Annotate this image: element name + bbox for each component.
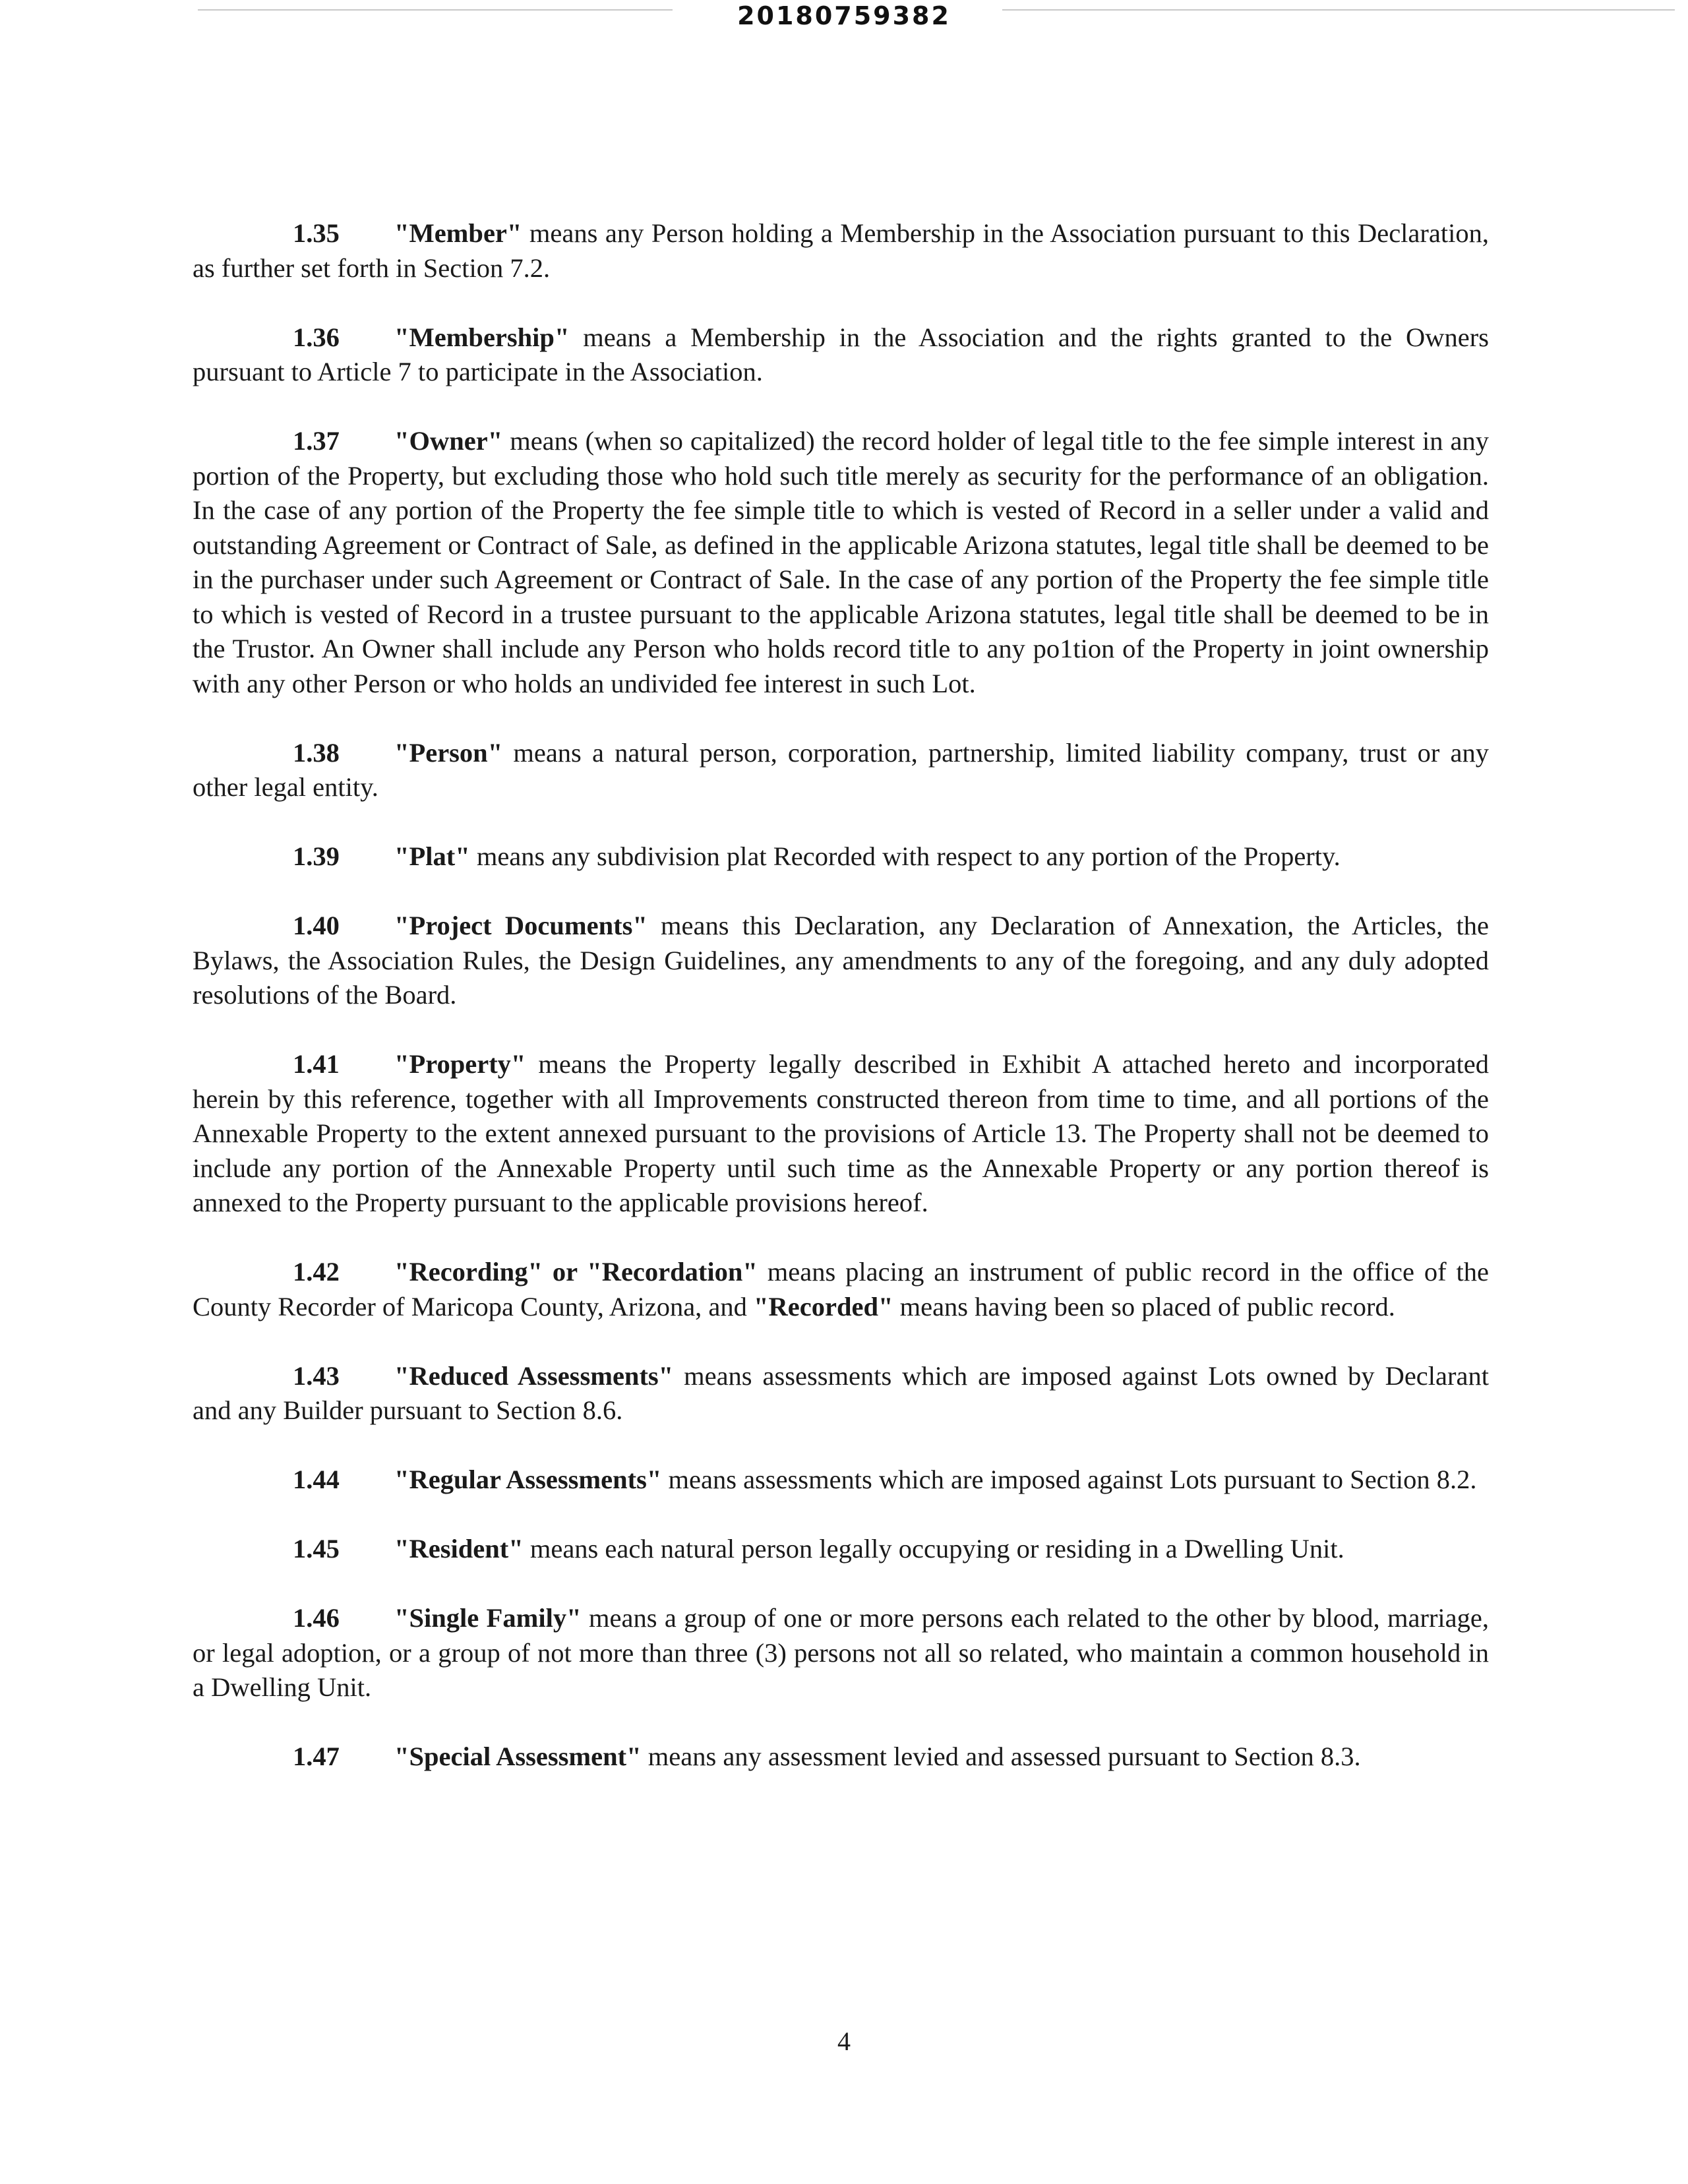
definition-text: means a group of one or more persons each related to the other by blood, marriage, or legal adoption, or a group of not more than three (3) persons not all so related, who maintain a common household in a Dwelling Unit. xyxy=(193,1603,1490,1702)
section-number: 1.44 xyxy=(293,1465,340,1494)
defined-term: "Membership" xyxy=(394,322,570,352)
definition-text: means placing an instrument of public record in the office of the County Recorder of Maricopa County, Arizona, and xyxy=(193,1257,1489,1321)
document-number: 20180759382 xyxy=(737,1,951,30)
definition-text: means any subdivision plat Recorded with respect to any portion of the Property. xyxy=(469,841,1341,871)
section-number: 1.46 xyxy=(293,1603,340,1633)
definition-text: means a natural person, corporation, partnership, limited liability company, trust or any other legal entity. xyxy=(193,737,1489,802)
defined-term: "Regular Assessments" xyxy=(394,1465,662,1494)
defined-term: "Resident" xyxy=(394,1534,524,1563)
defined-term: "Person" xyxy=(394,737,503,768)
definition-text: means each natural person legally occupying or residing in a Dwelling Unit. xyxy=(523,1534,1344,1563)
section-1-41 xyxy=(193,1047,1489,1221)
section-1-42 xyxy=(193,1255,1489,1324)
defined-term: "Recording" or "Recordation" xyxy=(394,1257,758,1287)
definition-text: means any Person holding a Membership in the Association pursuant to this Declaration, as further set forth in Section 7.2. xyxy=(193,218,1489,283)
definition-text-continued: means having been so placed of public record. xyxy=(893,1291,1395,1321)
section-1-35 xyxy=(193,216,1489,286)
section-number: 1.43 xyxy=(293,1360,340,1391)
section-number: 1.35 xyxy=(293,218,340,248)
section-number: 1.45 xyxy=(293,1534,340,1563)
section-number: 1.40 xyxy=(293,911,340,940)
definition-text: means the Property legally described in Exhibit A attached hereto and incorporated herein by this reference, together with all Improvements constructed thereon from time to time, and all portions of the Annexable Property to the extent annexed pursuant to the provisions of Article 13. The Property shall not be deemed to include any portion of the Annexable Property until such time as the Annexable Property or any portion thereof is annexed to the Property pursuant to the applicable provisions hereof. xyxy=(193,1049,1489,1217)
section-1-39 xyxy=(193,839,1489,874)
section-number: 1.41 xyxy=(293,1049,340,1079)
section-number: 1.37 xyxy=(293,426,340,456)
defined-term: "Property" xyxy=(394,1049,526,1079)
definition-text: means (when so capitalized) the record holder of legal title to the fee simple interest in any portion of the Property, but excluding those who hold such title merely as security for the performance of an obligation. In the case of any portion of the Property the fee simple title to which is vested of Record in a seller under a valid and outstanding Agreement or Contract of Sale, as defined in the applicable Arizona statutes, legal title shall be deemed to be in the purchaser under such Agreement or Contract of Sale. In the case of any portion of the Property the fee simple title to which is vested of Record in a trustee pursuant to the applicable Arizona statutes, legal title shall be deemed to be in the Trustor. An Owner shall include any Person who holds record title to any po1tion of the Property in joint ownership with any other Person or who holds an undivided fee interest in such Lot. xyxy=(193,426,1489,698)
section-1-38 xyxy=(193,736,1489,805)
definition-text: means a Membership in the Association and the rights granted to the Owners pursuant to Article 7 to participate in the Association. xyxy=(193,322,1489,386)
section-1-44 xyxy=(193,1463,1489,1498)
definition-text: means assessments which are imposed against Lots pursuant to Section 8.2. xyxy=(661,1465,1477,1494)
section-number: 1.47 xyxy=(293,1742,340,1771)
document-body xyxy=(193,216,1489,1809)
page-number: 4 xyxy=(837,2026,851,2056)
section-1-37 xyxy=(193,424,1489,701)
section-number: 1.42 xyxy=(293,1257,340,1287)
defined-term: "Special Assessment" xyxy=(394,1742,642,1771)
defined-term: "Project Documents" xyxy=(394,911,648,940)
defined-term-recorded: "Recorded" xyxy=(754,1291,893,1321)
section-number: 1.38 xyxy=(293,737,340,768)
defined-term: "Reduced Assessments" xyxy=(394,1360,674,1391)
definition-text: means assessments which are imposed against Lots owned by Declarant and any Builder pursuant to Section 8.6. xyxy=(193,1360,1489,1425)
defined-term: "Member" xyxy=(394,218,522,248)
defined-term: "Single Family" xyxy=(394,1603,582,1633)
section-1-43 xyxy=(193,1359,1489,1428)
section-1-40 xyxy=(193,909,1489,1013)
section-1-36 xyxy=(193,320,1489,390)
section-1-45 xyxy=(193,1532,1489,1567)
definition-text: means any assessment levied and assessed pursuant to Section 8.3. xyxy=(641,1742,1361,1771)
defined-term: "Plat" xyxy=(394,841,470,871)
defined-term: "Owner" xyxy=(394,426,503,456)
section-1-46 xyxy=(193,1601,1489,1705)
definition-text: means this Declaration, any Declaration of Annexation, the Articles, the Bylaws, the Association Rules, the Design Guidelines, any amendments to any of the foregoing, and any duly adopted resolutions of the Board. xyxy=(193,911,1489,1010)
section-number: 1.36 xyxy=(293,322,340,352)
section-1-47 xyxy=(193,1740,1489,1774)
section-number: 1.39 xyxy=(293,841,340,871)
